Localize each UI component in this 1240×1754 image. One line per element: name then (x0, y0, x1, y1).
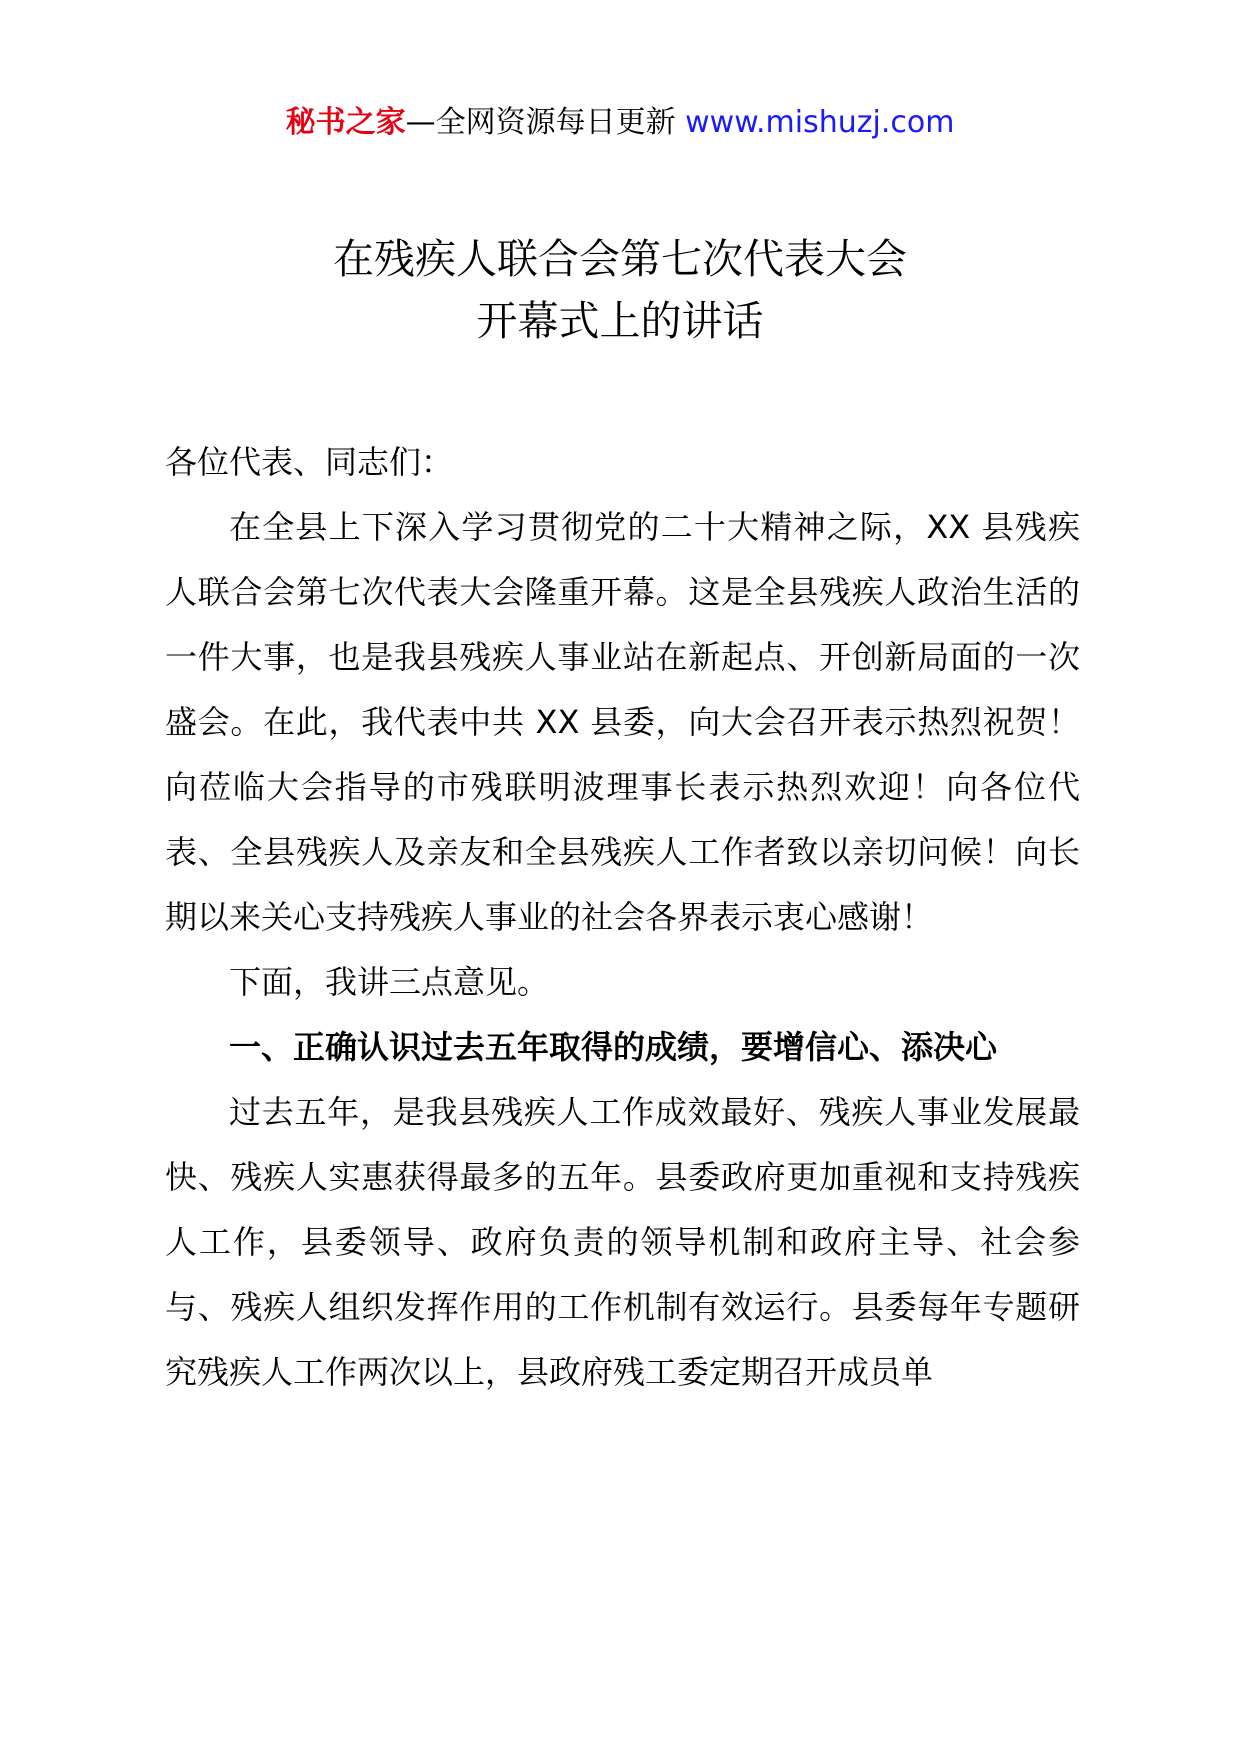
document-body (165, 430, 1080, 1405)
site-header (0, 100, 1240, 146)
site-url-link[interactable]: www.mishuzj.com (685, 105, 955, 140)
header-tagline: —全网资源每日更新 (405, 105, 686, 140)
document-title (0, 228, 1240, 352)
brand-name: 秘书之家 (285, 105, 406, 140)
title-line-2: 开幕式上的讲话 (476, 297, 764, 345)
title-line-1: 在残疾人联合会第七次代表大会 (333, 235, 907, 283)
paragraph-opening: 在全县上下深入学习贯彻党的二十大精神之际，XX 县残疾人联合会第七次代表大会隆重开幕。这是全县残疾人政治生活的一件大事，也是我县残疾人事业站在新起点、开创新局面的一次盛会。在此，我代表中共 XX 县委，向大会召开表示热烈祝贺！向莅临大会指导的市残联明波理事长表示热烈欢迎！向各位代表、全县残疾人及亲友和全县残疾人工作者致以亲切问候！向长期以来关心支持残疾人事业的社会各界表示衷心感谢！ (165, 508, 1080, 936)
paragraph-intro: 下面，我讲三点意见。 (229, 963, 550, 1001)
salutation: 各位代表、同志们： (165, 443, 454, 481)
section-heading-1: 一、正确认识过去五年取得的成绩，要增信心、添决心 (229, 1028, 998, 1066)
paragraph-achievements: 过去五年，是我县残疾人工作成效最好、残疾人事业发展最快、残疾人实惠获得最多的五年。县委政府更加重视和支持残疾人工作，县委领导、政府负责的领导机制和政府主导、社会参与、残疾人组织发挥作用的工作机制有效运行。县委每年专题研究残疾人工作两次以上，县政府残工委定期召开成员单 (165, 1093, 1080, 1391)
